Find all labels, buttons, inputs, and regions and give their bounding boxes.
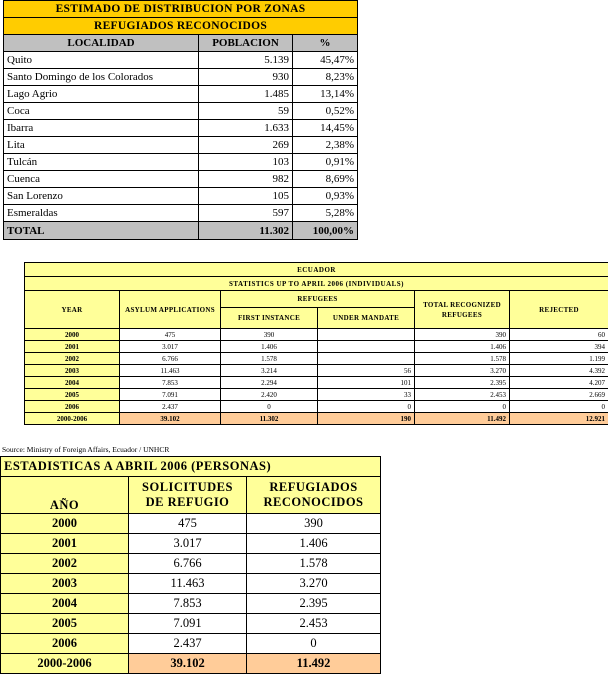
- under-mandate-cell: [318, 341, 415, 353]
- statistics-subtitle: STATISTICS UP TO APRIL 2006 (INDIVIDUALS): [25, 277, 608, 291]
- table-row: [4, 69, 358, 86]
- year-cell: 2005: [25, 389, 120, 401]
- under-mandate-cell: [318, 353, 415, 365]
- total-recognized-cell: 1.406: [415, 341, 510, 353]
- localidad-cell: Santo Domingo de los Colorados: [4, 69, 199, 86]
- first-instance-cell: 0: [221, 401, 318, 413]
- percent-cell: 8,69%: [293, 171, 358, 188]
- ano-cell: 2001: [1, 534, 129, 554]
- ecuador-statistics-table: [24, 262, 608, 425]
- poblacion-cell: 982: [199, 171, 293, 188]
- first-instance-cell: 2.420: [221, 389, 318, 401]
- poblacion-cell: 59: [199, 103, 293, 120]
- localidad-cell: Coca: [4, 103, 199, 120]
- percent-cell: 5,28%: [293, 205, 358, 222]
- header-ano: AÑO: [1, 477, 129, 514]
- rejected-cell: 2.669: [510, 389, 608, 401]
- first-instance-cell: 390: [221, 329, 318, 341]
- table-row: [4, 137, 358, 154]
- header-refugiados: REFUGIADOS RECONOCIDOS: [247, 477, 381, 514]
- localidad-cell: Esmeraldas: [4, 205, 199, 222]
- table-row: [25, 377, 608, 389]
- table-row: [4, 52, 358, 69]
- distribution-title: ESTIMADO DE DISTRIBUCION POR ZONAS: [4, 1, 358, 18]
- under-mandate-cell: 0: [318, 401, 415, 413]
- header-poblacion: POBLACION: [199, 35, 293, 52]
- ecuador-rows: [25, 329, 608, 413]
- year-cell: 2003: [25, 365, 120, 377]
- poblacion-cell: 1.485: [199, 86, 293, 103]
- header-localidad: LOCALIDAD: [4, 35, 199, 52]
- total-recognized-cell: 0: [415, 401, 510, 413]
- refugiados-cell: 3.270: [247, 574, 381, 594]
- table-row: [25, 365, 608, 377]
- percent-cell: 0,52%: [293, 103, 358, 120]
- table-row: [4, 120, 358, 137]
- solicitudes-cell: 2.437: [129, 634, 247, 654]
- poblacion-cell: 103: [199, 154, 293, 171]
- poblacion-cell: 5.139: [199, 52, 293, 69]
- estadisticas-rows: [1, 514, 381, 654]
- localidad-cell: Quito: [4, 52, 199, 69]
- year-cell: 2002: [25, 353, 120, 365]
- total-asylum: 39.102: [120, 413, 221, 425]
- percent-cell: 8,23%: [293, 69, 358, 86]
- refugiados-cell: 1.578: [247, 554, 381, 574]
- percent-cell: 0,91%: [293, 154, 358, 171]
- distribution-table: [3, 0, 358, 240]
- table-row: [25, 401, 608, 413]
- total-solicitudes: 39.102: [129, 654, 247, 674]
- under-mandate-cell: 33: [318, 389, 415, 401]
- solicitudes-cell: 3.017: [129, 534, 247, 554]
- localidad-cell: San Lorenzo: [4, 188, 199, 205]
- ecuador-title: ECUADOR: [25, 263, 608, 277]
- table-row: [4, 154, 358, 171]
- poblacion-cell: 930: [199, 69, 293, 86]
- table-row: [1, 594, 381, 614]
- table-row: [4, 188, 358, 205]
- ano-cell: 2004: [1, 594, 129, 614]
- table-row: [25, 329, 608, 341]
- table-row: [1, 574, 381, 594]
- ano-cell: 2003: [1, 574, 129, 594]
- header-rejected: REJECTED: [510, 291, 608, 329]
- table-row: [25, 341, 608, 353]
- table-row: [1, 634, 381, 654]
- ano-cell: 2006: [1, 634, 129, 654]
- total-percent: 100,00%: [293, 222, 358, 240]
- under-mandate-cell: 101: [318, 377, 415, 389]
- estadisticas-total-row: [1, 654, 381, 674]
- first-instance-cell: 2.294: [221, 377, 318, 389]
- asylum-cell: 6.766: [120, 353, 221, 365]
- distribution-rows: [4, 52, 358, 222]
- first-instance-cell: 1.406: [221, 341, 318, 353]
- under-mandate-cell: 56: [318, 365, 415, 377]
- year-cell: 2004: [25, 377, 120, 389]
- header-solicitudes: SOLICITUDES DE REFUGIO: [129, 477, 247, 514]
- refugiados-cell: 2.453: [247, 614, 381, 634]
- solicitudes-cell: 7.853: [129, 594, 247, 614]
- header-under-mandate: UNDER MANDATE: [318, 308, 415, 329]
- table-row: [4, 86, 358, 103]
- ecuador-total-row: [25, 413, 608, 425]
- total-recognized-cell: 2.453: [415, 389, 510, 401]
- poblacion-cell: 1.633: [199, 120, 293, 137]
- rejected-cell: 60: [510, 329, 608, 341]
- rejected-cell: 4.392: [510, 365, 608, 377]
- solicitudes-cell: 6.766: [129, 554, 247, 574]
- asylum-cell: 3.017: [120, 341, 221, 353]
- ano-cell: 2000: [1, 514, 129, 534]
- percent-cell: 13,14%: [293, 86, 358, 103]
- under-mandate-cell: [318, 329, 415, 341]
- localidad-cell: Cuenca: [4, 171, 199, 188]
- poblacion-cell: 105: [199, 188, 293, 205]
- total-refugiados: 11.492: [247, 654, 381, 674]
- total-ano: 2000-2006: [1, 654, 129, 674]
- refugiados-cell: 2.395: [247, 594, 381, 614]
- total-recognized-cell: 1.578: [415, 353, 510, 365]
- total-recognized-cell: 390: [415, 329, 510, 341]
- year-cell: 2001: [25, 341, 120, 353]
- refugiados-cell: 0: [247, 634, 381, 654]
- estadisticas-table: [0, 456, 381, 674]
- total-poblacion: 11.302: [199, 222, 293, 240]
- localidad-cell: Tulcán: [4, 154, 199, 171]
- poblacion-cell: 597: [199, 205, 293, 222]
- header-year: YEAR: [25, 291, 120, 329]
- asylum-cell: 11.463: [120, 365, 221, 377]
- localidad-cell: Lita: [4, 137, 199, 154]
- solicitudes-cell: 475: [129, 514, 247, 534]
- table-row: [4, 205, 358, 222]
- asylum-cell: 7.853: [120, 377, 221, 389]
- total-recognized-cell: 3.270: [415, 365, 510, 377]
- rejected-cell: 0: [510, 401, 608, 413]
- total-recognized: 11.492: [415, 413, 510, 425]
- poblacion-cell: 269: [199, 137, 293, 154]
- total-rejected: 12.921: [510, 413, 608, 425]
- percent-cell: 14,45%: [293, 120, 358, 137]
- rejected-cell: 1.199: [510, 353, 608, 365]
- first-instance-cell: 1.578: [221, 353, 318, 365]
- table-row: [1, 514, 381, 534]
- table-row: [1, 534, 381, 554]
- distribution-subtitle: REFUGIADOS RECONOCIDOS: [4, 18, 358, 35]
- refugiados-cell: 1.406: [247, 534, 381, 554]
- solicitudes-cell: 7.091: [129, 614, 247, 634]
- rejected-cell: 4.207: [510, 377, 608, 389]
- ano-cell: 2005: [1, 614, 129, 634]
- asylum-cell: 2.437: [120, 401, 221, 413]
- table-row: [1, 614, 381, 634]
- localidad-cell: Lago Agrio: [4, 86, 199, 103]
- source-note: Source: Ministry of Foreign Affairs, Ecuador / UNHCR: [2, 445, 169, 454]
- percent-cell: 2,38%: [293, 137, 358, 154]
- localidad-cell: Ibarra: [4, 120, 199, 137]
- header-asylum-applications: ASYLUM APPLICATIONS: [120, 291, 221, 329]
- header-total-recognized: TOTAL RECOGNIZED REFUGEES: [415, 291, 510, 329]
- table-row: [1, 554, 381, 574]
- header-percent: %: [293, 35, 358, 52]
- percent-cell: 45,47%: [293, 52, 358, 69]
- distribution-total-row: [4, 222, 358, 240]
- year-cell: 2006: [25, 401, 120, 413]
- solicitudes-cell: 11.463: [129, 574, 247, 594]
- total-year: 2000-2006: [25, 413, 120, 425]
- table-row: [25, 389, 608, 401]
- table-row: [4, 171, 358, 188]
- refugiados-cell: 390: [247, 514, 381, 534]
- header-first-instance: FIRST INSTANCE: [221, 308, 318, 329]
- total-label: TOTAL: [4, 222, 199, 240]
- rejected-cell: 394: [510, 341, 608, 353]
- asylum-cell: 7.091: [120, 389, 221, 401]
- estadisticas-title: ESTADISTICAS A ABRIL 2006 (PERSONAS): [1, 457, 381, 477]
- table-row: [4, 103, 358, 120]
- header-refugees: REFUGEES: [221, 291, 415, 308]
- percent-cell: 0,93%: [293, 188, 358, 205]
- ano-cell: 2002: [1, 554, 129, 574]
- first-instance-cell: 3.214: [221, 365, 318, 377]
- year-cell: 2000: [25, 329, 120, 341]
- table-row: [25, 353, 608, 365]
- total-under-mandate: 190: [318, 413, 415, 425]
- total-first-instance: 11.302: [221, 413, 318, 425]
- total-recognized-cell: 2.395: [415, 377, 510, 389]
- asylum-cell: 475: [120, 329, 221, 341]
